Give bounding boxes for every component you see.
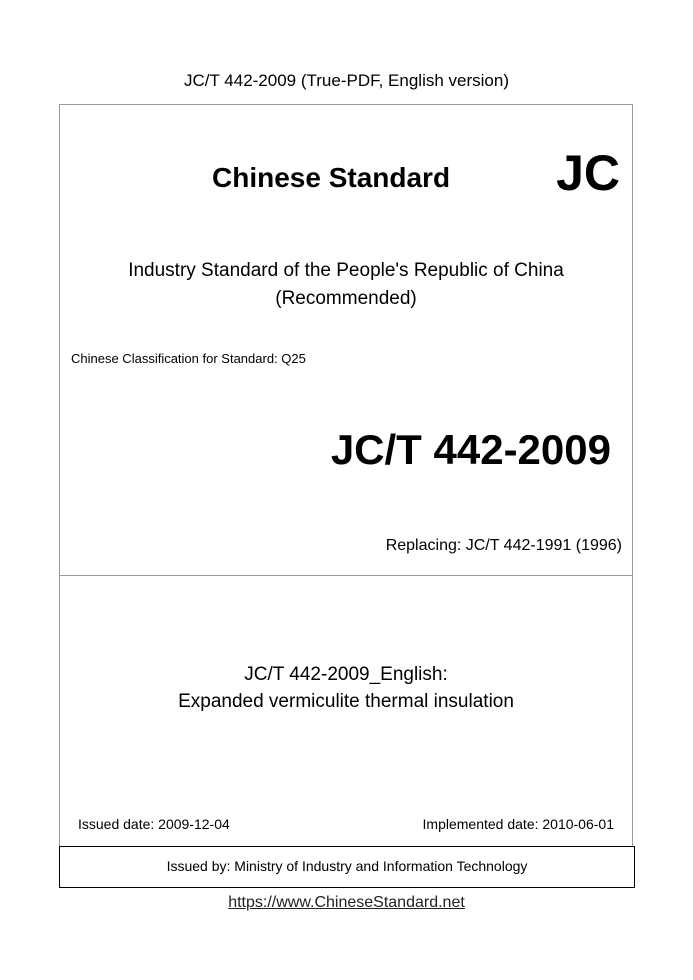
cover-frame [59, 104, 633, 886]
document-title-line-2: Expanded vermiculite thermal insulation [178, 691, 514, 712]
standard-number: JC/T 442-2009 [330, 426, 611, 473]
document-title [60, 661, 632, 715]
footer [0, 893, 693, 913]
website-link[interactable]: https://www.ChineseStandard.net [228, 894, 465, 911]
subtitle-line-2: (Recommended) [275, 288, 417, 309]
classification-label: Chinese Classification for Standard: Q25 [71, 351, 306, 366]
subtitle-line-1: Industry Standard of the People's Republic of China [128, 260, 564, 281]
issuer-box: Issued by: Ministry of Industry and Information Technology [59, 846, 635, 888]
standard-code-mark: JC [556, 145, 620, 201]
issued-date: Issued date: 2009-12-04 [78, 816, 230, 832]
document-header-title: JC/T 442-2009 (True-PDF, English version) [183, 71, 510, 90]
section-divider [60, 575, 632, 576]
replacing-label: Replacing: JC/T 442-1991 (1996) [385, 537, 622, 554]
standard-subtitle [60, 257, 632, 313]
brand-heading: Chinese Standard [212, 162, 451, 193]
document-title-line-1: JC/T 442-2009_English: [244, 664, 448, 685]
implemented-date: Implemented date: 2010-06-01 [422, 816, 614, 832]
